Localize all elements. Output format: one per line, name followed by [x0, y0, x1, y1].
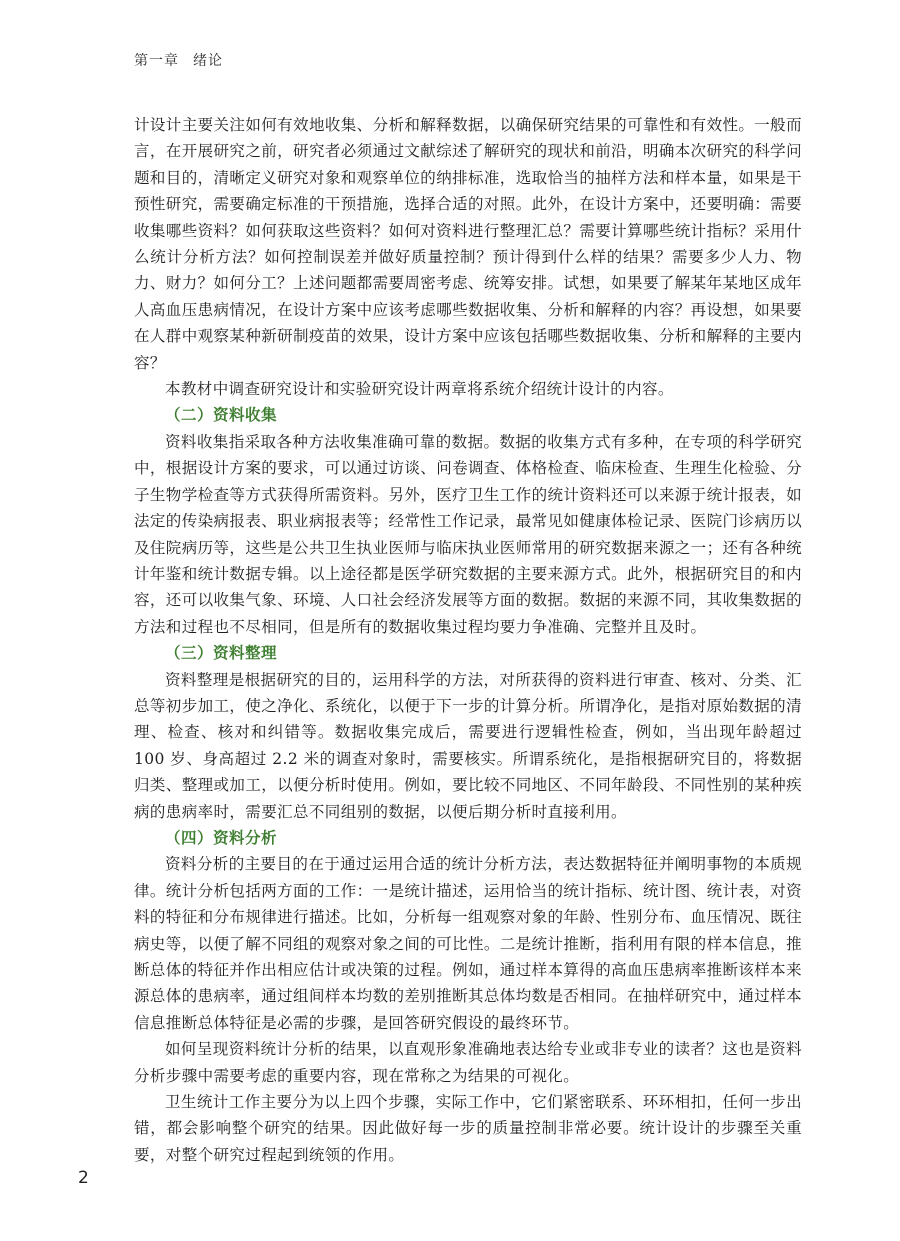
page-body — [134, 112, 802, 1168]
paragraph-data-organization: 资料整理是根据研究的目的，运用科学的方法，对所获得的资料进行审查、核对、分类、汇总等初步加工，使之净化、系统化，以便于下一步的计算分析。所谓净化，是指对原始数据的清理、检查、核对和纠错等。数据收集完成后，需要进行逻辑性检查，例如，当出现年龄超过 100 岁、身高超过 2.2 米的调查对象时，需要核实。所谓系统化，是指根据研究目的，将数据归类、整理或加工，以便分析时使用。例如，要比较不同地区、不同年龄段、不同性别的某种疾病的患病率时，需要汇总不同组别的数据，以便后期分析时直接利用。 — [134, 670, 802, 821]
paragraph-data-collection: 资料收集指采取各种方法收集准确可靠的数据。数据的收集方式有多种，在专项的科学研究中，根据设计方案的要求，可以通过访谈、问卷调查、体格检查、临床检查、生理生化检验、分子生物学检查等方式获得所需资料。另外，医疗卫生工作的统计资料还可以来源于统计报表，如法定的传染病报表、职业病报表等；经常性工作记录，最常见如健康体检记录、医院门诊病历以及住院病历等，这些是公共卫生执业医师与临床执业医师常用的研究数据来源之一；还有各种统计年鉴和统计数据专辑。以上途径都是医学研究数据的主要来源方式。此外，根据研究目的和内容，还可以收集气象、环境、人口社会经济发展等方面的数据。数据的来源不同，其收集数据的方法和过程也不尽相同，但是所有的数据收集过程均要力争准确、完整并且及时。 — [134, 432, 802, 636]
paragraph-summary: 卫生统计工作主要分为以上四个步骤，实际工作中，它们紧密联系、环环相扣，任何一步出错，都会影响整个研究的结果。因此做好每一步的质量控制非常必要。统计设计的步骤至关重要，对整个研究过程起到统领的作用。 — [134, 1093, 802, 1164]
chapter-title: 绪论 — [193, 53, 223, 69]
paragraph-visualization: 如何呈现资料统计分析的结果，以直观形象准确地表达给专业或非专业的读者？这也是资料分析步骤中需要考虑的重要内容，现在常称之为结果的可视化。 — [134, 1040, 802, 1085]
section-heading-data-analysis: （四）资料分析 — [165, 828, 278, 847]
paragraph-textbook-note: 本教材中调查研究设计和实验研究设计两章将系统介绍统计设计的内容。 — [165, 380, 674, 399]
chapter-label: 第一章 — [134, 53, 179, 69]
section-heading-data-organization: （三）资料整理 — [165, 644, 278, 663]
page-number: 2 — [78, 1168, 89, 1188]
section-heading-data-collection: （二）资料收集 — [165, 406, 278, 425]
paragraph-data-analysis: 资料分析的主要目的在于通过运用合适的统计分析方法，表达数据特征并阐明事物的本质规律。统计分析包括两方面的工作：一是统计描述，运用恰当的统计指标、统计图、统计表，对资料的特征和分布规律进行描述。比如，分析每一组观察对象的年龄、性别分布、血压情况、既往病史等，以便了解不同组的观察对象之间的可比性。二是统计推断，指利用有限的样本信息，推断总体的特征并作出相应估计或决策的过程。例如，通过样本算得的高血压患病率推断该样本来源总体的患病率，通过组间样本均数的差别推断其总体均数是否相同。在抽样研究中，通过样本信息推断总体特征是必需的步骤，是回答研究假设的最终环节。 — [134, 855, 802, 1032]
paragraph-statistical-design-continued: 计设计主要关注如何有效地收集、分析和解释数据，以确保研究结果的可靠性和有效性。一般而言，在开展研究之前，研究者必须通过文献综述了解研究的现状和前沿，明确本次研究的科学问题和目的，清晰定义研究对象和观察单位的纳排标准，选取恰当的抽样方法和样本量，如果是干预性研究，需要确定标准的干预措施，选择合适的对照。此外，在设计方案中，还要明确：需要收集哪些资料？如何获取这些资料？如何对资料进行整理汇总？需要计算哪些统计指标？采用什么统计分析方法？如何控制误差并做好质量控制？预计得到什么样的结果？需要多少人力、物力、财力？如何分工？上述问题都需要周密考虑、统筹安排。试想，如果要了解某年某地区成年人高血压患病情况，在设计方案中应该考虑哪些数据收集、分析和解释的内容？再设想，如果要在人群中观察某种新研制疫苗的效果，设计方案中应该包括哪些数据收集、分析和解释的主要内容？ — [134, 116, 802, 372]
running-header — [134, 50, 223, 70]
